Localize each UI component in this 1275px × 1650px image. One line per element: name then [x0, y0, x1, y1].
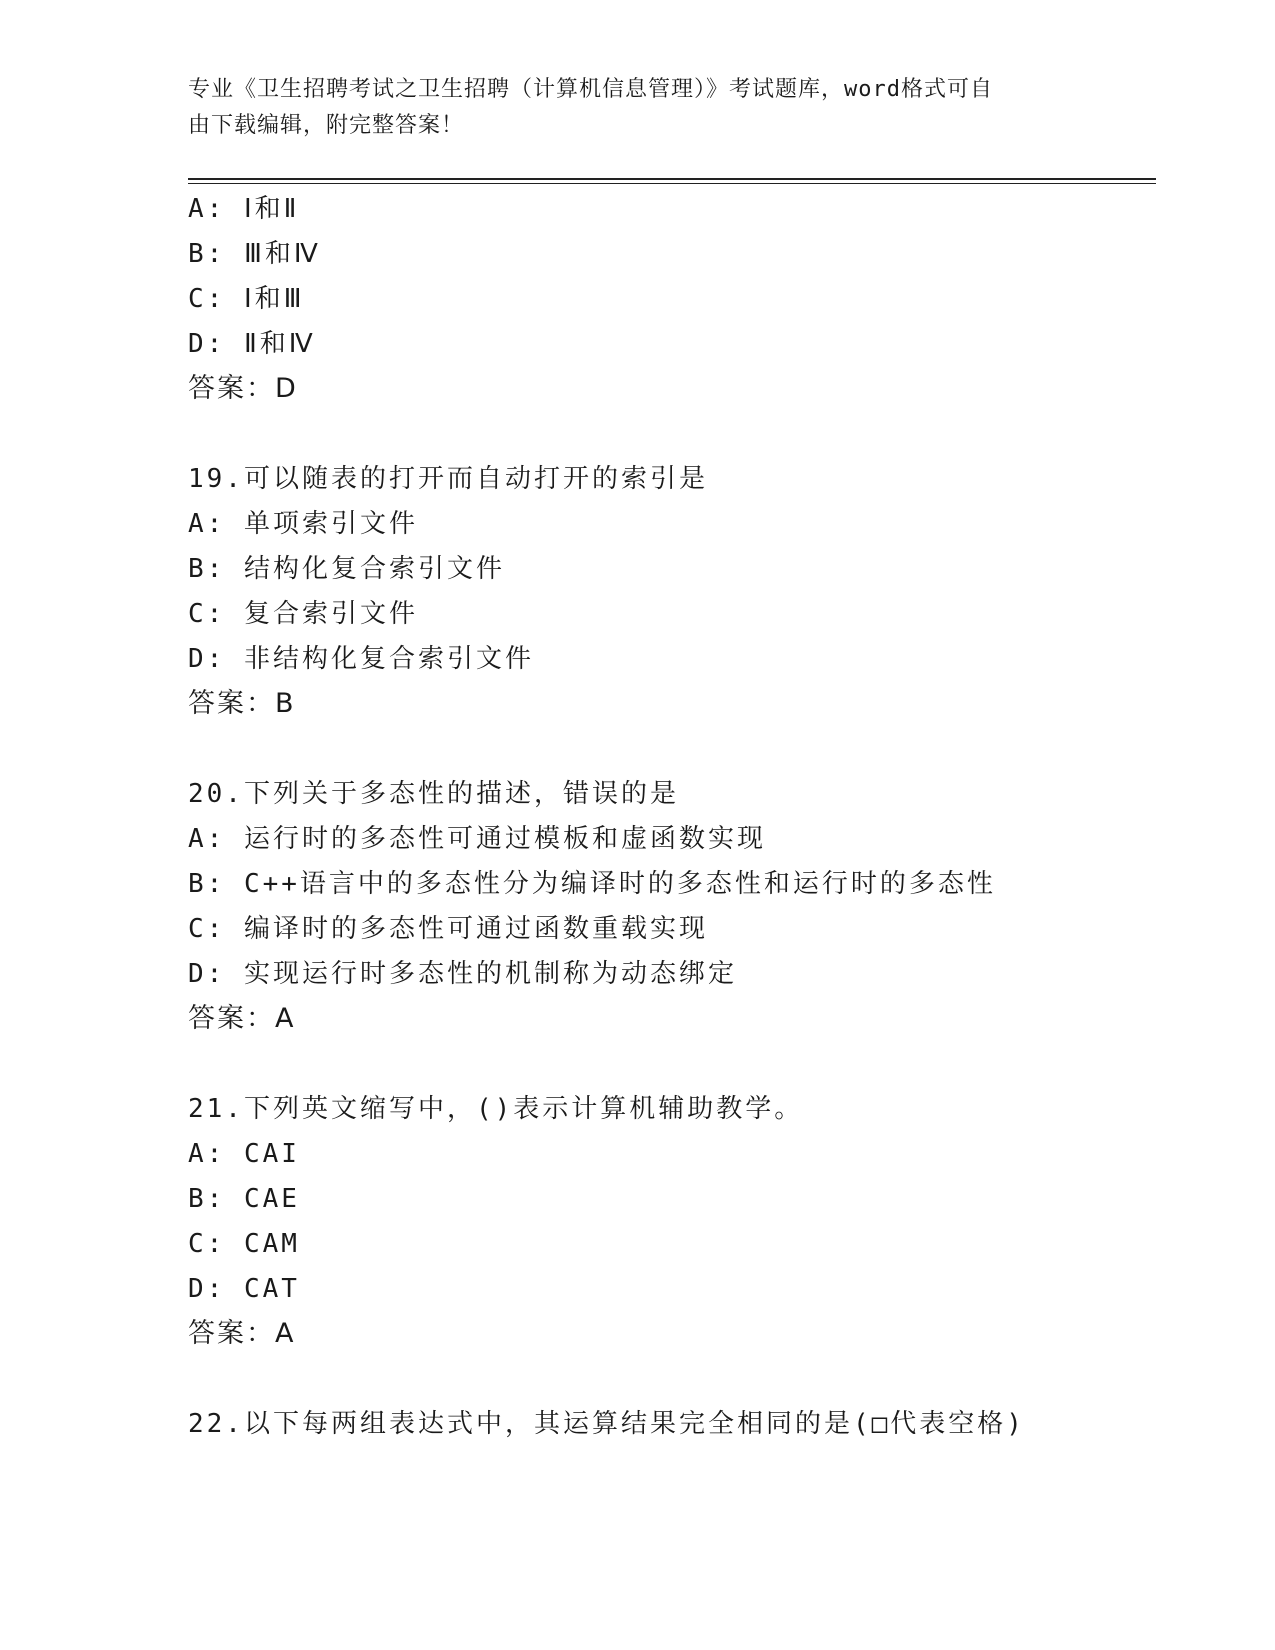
- q20-question: 20.下列关于多态性的描述，错误的是: [188, 779, 679, 809]
- q20-option-b: B: C++语言中的多态性分为编译时的多态性和运行时的多态性: [188, 869, 996, 899]
- q21-option-a: A: CAI: [188, 1139, 300, 1169]
- q18-option-a: A: Ⅰ和Ⅱ: [188, 194, 300, 224]
- document-header: [188, 72, 1078, 144]
- q19-answer: 答案：B: [188, 688, 296, 719]
- q20-option-a: A: 运行时的多态性可通过模板和虚函数实现: [188, 824, 766, 854]
- q21-option-b: B: CAE: [188, 1184, 300, 1214]
- q21-answer: 答案：A: [188, 1318, 296, 1349]
- q22-question: 22.以下每两组表达式中，其运算结果完全相同的是(□代表空格): [188, 1409, 1025, 1439]
- q18-option-d: D: Ⅱ和Ⅳ: [188, 329, 316, 359]
- header-line-1: 专业《卫生招聘考试之卫生招聘（计算机信息管理）》考试题库，word格式可自: [188, 77, 993, 102]
- q21-question: 21.下列英文缩写中，()表示计算机辅助教学。: [188, 1094, 804, 1124]
- q18-answer: 答案：D: [188, 373, 298, 404]
- q20-answer: 答案：A: [188, 1003, 296, 1034]
- q19-question: 19.可以随表的打开而自动打开的索引是: [188, 464, 708, 494]
- q18-option-c: C: Ⅰ和Ⅲ: [188, 284, 305, 314]
- q19-option-d: D: 非结构化复合索引文件: [188, 644, 534, 674]
- q19-option-c: C: 复合索引文件: [188, 599, 418, 629]
- header-rule-thin: [188, 183, 1156, 184]
- q19-option-b: B: 结构化复合索引文件: [188, 554, 505, 584]
- q21-option-d: D: CAT: [188, 1274, 300, 1304]
- header-rule-thick: [188, 178, 1156, 180]
- q20-option-d: D: 实现运行时多态性的机制称为动态绑定: [188, 959, 737, 989]
- q21-option-c: C: CAM: [188, 1229, 300, 1259]
- q18-option-b: B: Ⅲ和Ⅳ: [188, 239, 321, 269]
- q19-option-a: A: 单项索引文件: [188, 509, 418, 539]
- header-line-2: 由下载编辑，附完整答案！: [188, 113, 465, 138]
- q20-option-c: C: 编译时的多态性可通过函数重载实现: [188, 914, 708, 944]
